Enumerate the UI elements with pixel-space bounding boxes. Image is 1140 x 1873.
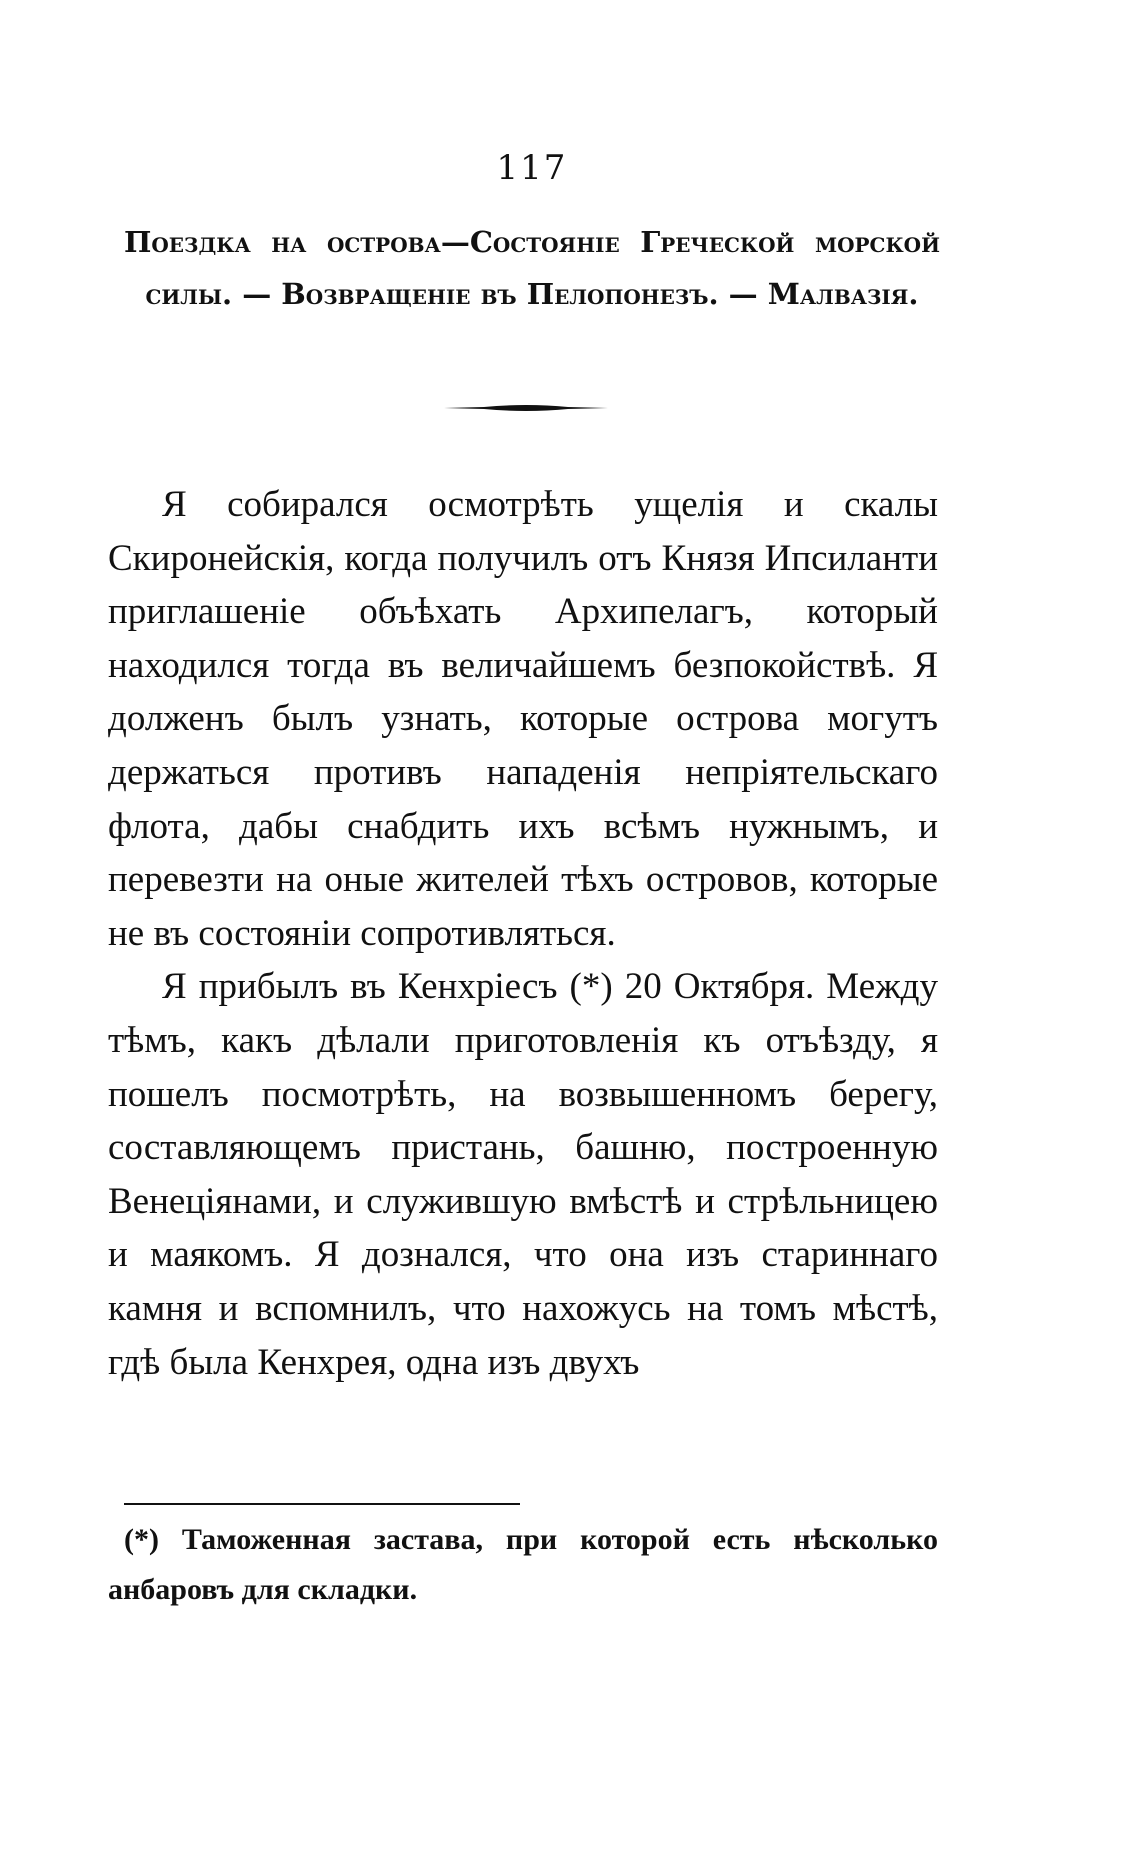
body-text [108,478,938,1389]
footnote-separator [124,1503,520,1505]
paragraph-1: Я собирался осмотрѣть ущелія и скалы Скиронейскія, когда получилъ отъ Князя Ипсиланти приглашеніе объѣхать Архипелагъ, который находился тогда въ величайшемъ безпокойствѣ. Я долженъ былъ узнать, которые острова могутъ держаться противъ нападенія непріятельскаго флота, дабы снабдить ихъ всѣмъ нужнымъ, и перевезти на оные жителей тѣхъ островов, которые не въ состояніи сопротивляться. [108,484,938,954]
footnote-text: (*) Таможенная застава, при которой есть нѣсколько анбаровъ для складки. [108,1523,938,1606]
paragraph-2: Я прибылъ въ Кенхріесъ (*) 20 Октября. Между тѣмъ, какъ дѣлали приготовленія къ отъѣзду, я пошелъ посмотрѣть, на возвышенномъ берегу, составляющемъ пристань, башню, построенную Венеціянами, и служившую вмѣстѣ и стрѣльницею и маякомъ. Я дознался, что она изъ стариннаго камня и вспомнилъ, что нахожусь на томъ мѣстѣ, гдѣ была Кенхрея, одна изъ двухъ [108,966,938,1383]
page-number: 117 [496,148,568,188]
decorative-rule [444,403,608,413]
chapter-summary-heading: Поездка на острова—Состояніе Греческой морской силы. — Возвращеніе въ Пелопонезъ. — Малвазія. [124,225,940,311]
footnote [108,1515,938,1615]
